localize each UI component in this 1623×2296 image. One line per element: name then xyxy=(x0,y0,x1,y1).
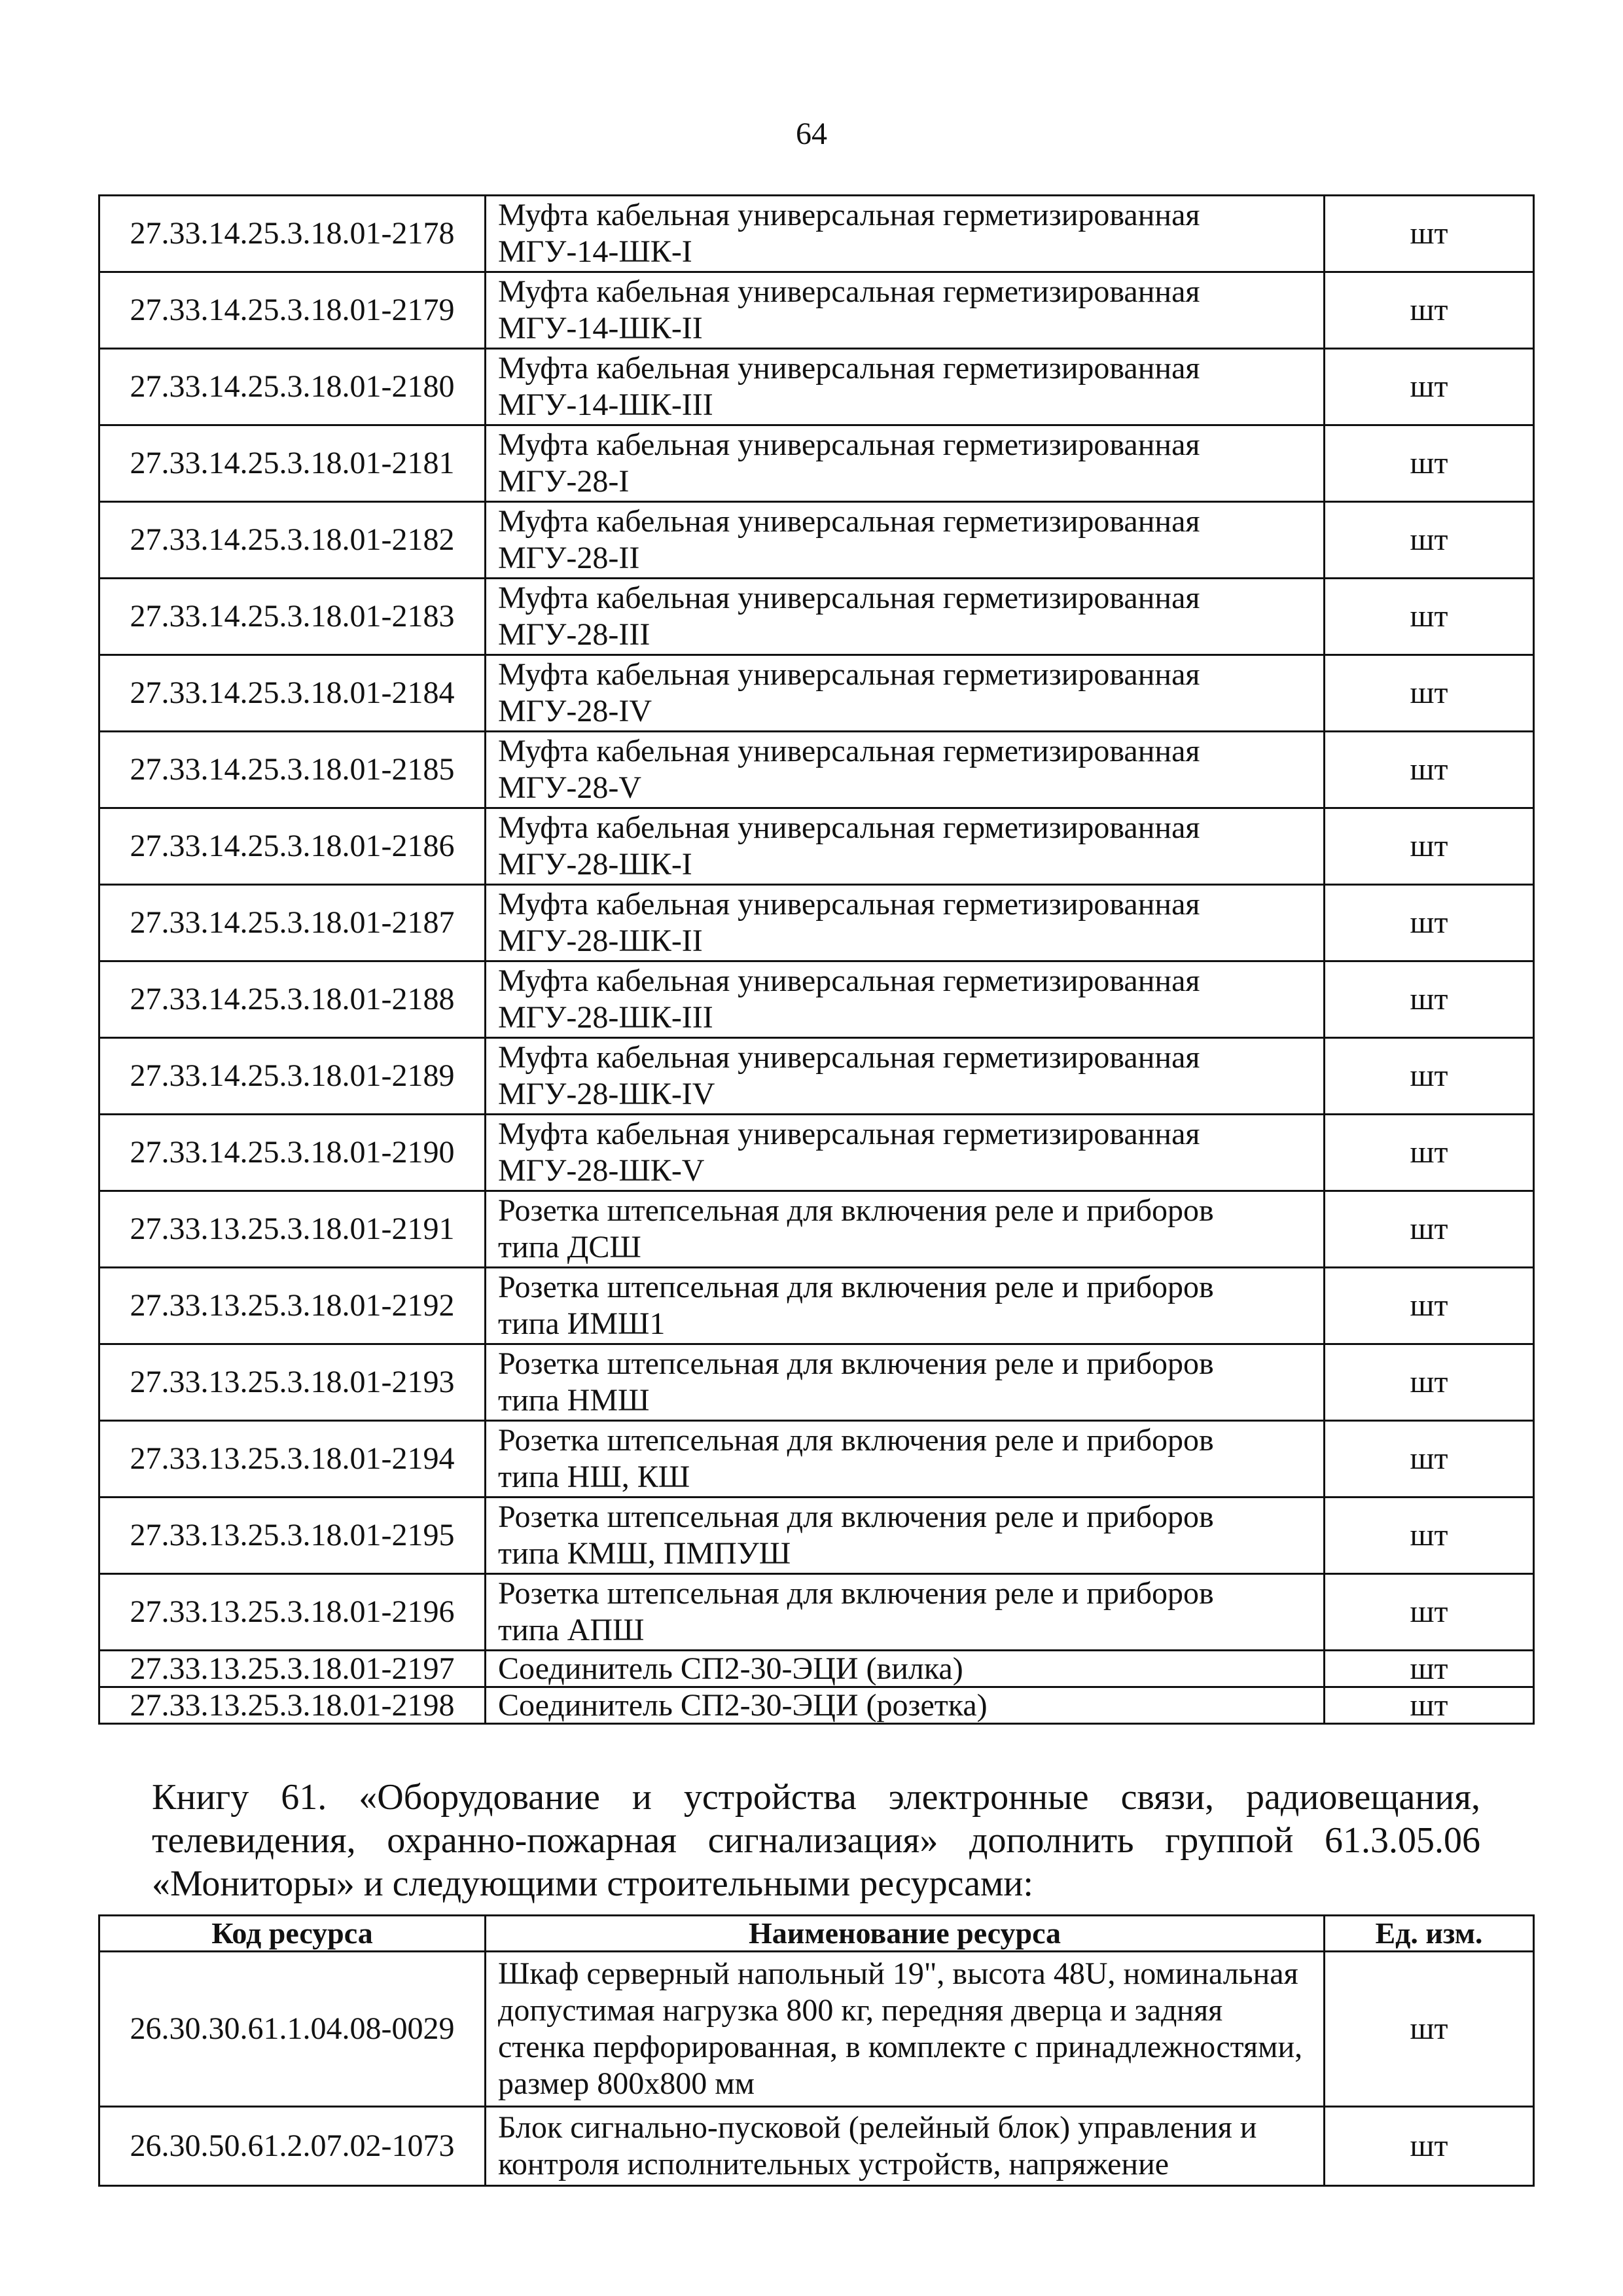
table-row xyxy=(99,885,1534,961)
resource-name-line: Розетка штепсельная для включения реле и приборов xyxy=(498,1499,1214,1534)
resource-unit: шт xyxy=(1325,961,1534,1038)
resource-code: 27.33.13.25.3.18.01-2194 xyxy=(99,1421,486,1498)
resource-name xyxy=(486,808,1325,885)
resource-code: 27.33.14.25.3.18.01-2188 xyxy=(99,961,486,1038)
table-row xyxy=(99,502,1534,579)
resource-unit: шт xyxy=(1325,1268,1534,1344)
paragraph-line: Книгу 61. «Оборудование и устройства электронные связи, радиовещания, xyxy=(152,1777,1480,1818)
resource-name-line: Муфта кабельная универсальная герметизированная xyxy=(498,427,1200,462)
resource-code: 27.33.13.25.3.18.01-2197 xyxy=(99,1651,486,1687)
resource-code: 27.33.13.25.3.18.01-2191 xyxy=(99,1191,486,1268)
resource-code: 27.33.14.25.3.18.01-2186 xyxy=(99,808,486,885)
resource-unit: шт xyxy=(1325,349,1534,425)
resource-code: 26.30.50.61.2.07.02-1073 xyxy=(99,2107,486,2186)
resource-name xyxy=(486,1268,1325,1344)
resource-name xyxy=(486,272,1325,349)
resource-name xyxy=(486,655,1325,732)
resource-name xyxy=(486,961,1325,1038)
resource-name-line: МГУ-28-I xyxy=(498,464,630,499)
resource-name-line: Муфта кабельная универсальная герметизированная xyxy=(498,504,1200,539)
resource-code: 27.33.14.25.3.18.01-2189 xyxy=(99,1038,486,1115)
resource-name-line: Муфта кабельная универсальная герметизированная xyxy=(498,734,1200,768)
book-61-addition-paragraph xyxy=(152,1776,1480,1905)
resource-name: Блок сигнально-пусковой (релейный блок) управления и контроля исполнительных устройств, напряжение xyxy=(486,2107,1325,2186)
table-row xyxy=(99,1191,1534,1268)
resource-name-line: Муфта кабельная универсальная герметизированная xyxy=(498,887,1200,922)
resource-name-line: МГУ-28-ШК-IV xyxy=(498,1077,715,1111)
resource-code: 27.33.14.25.3.18.01-2180 xyxy=(99,349,486,425)
resource-name-line: Муфта кабельная универсальная герметизированная xyxy=(498,351,1200,386)
resource-name xyxy=(486,579,1325,655)
table-row xyxy=(99,425,1534,502)
resource-name xyxy=(486,1651,1325,1687)
table-row xyxy=(99,655,1534,732)
resource-unit: шт xyxy=(1325,1344,1534,1421)
resource-name-line: Муфта кабельная универсальная герметизированная xyxy=(498,963,1200,998)
resource-code: 27.33.14.25.3.18.01-2187 xyxy=(99,885,486,961)
resource-code: 27.33.13.25.3.18.01-2192 xyxy=(99,1268,486,1344)
table-row xyxy=(99,2107,1534,2186)
resource-code: 27.33.14.25.3.18.01-2179 xyxy=(99,272,486,349)
resource-table-body xyxy=(99,196,1534,1724)
resource-code: 27.33.14.25.3.18.01-2181 xyxy=(99,425,486,502)
resource-unit: шт xyxy=(1325,1191,1534,1268)
resource-unit: шт xyxy=(1325,196,1534,272)
resource-name-line: Розетка штепсельная для включения реле и приборов xyxy=(498,1193,1214,1228)
resource-name xyxy=(486,1191,1325,1268)
resource-unit: шт xyxy=(1325,1115,1534,1191)
resource-name-line: МГУ-14-ШК-I xyxy=(498,234,692,269)
table-row xyxy=(99,579,1534,655)
resource-unit: шт xyxy=(1325,1498,1534,1574)
resource-unit: шт xyxy=(1325,732,1534,808)
resource-name xyxy=(486,1574,1325,1651)
resource-code: 27.33.13.25.3.18.01-2198 xyxy=(99,1687,486,1724)
resource-name-line: Розетка штепсельная для включения реле и приборов xyxy=(498,1576,1214,1611)
paragraph-line: «Мониторы» и следующими строительными ресурсами: xyxy=(152,1863,1033,1904)
resource-name-line: Муфта кабельная универсальная герметизированная xyxy=(498,274,1200,309)
table-header-row xyxy=(99,1916,1534,1952)
resource-name-line: Муфта кабельная универсальная герметизированная xyxy=(498,581,1200,615)
resource-name-line: МГУ-14-ШК-III xyxy=(498,387,713,422)
resource-unit: шт xyxy=(1325,1574,1534,1651)
table-row xyxy=(99,1952,1534,2107)
header-unit: Ед. изм. xyxy=(1325,1916,1534,1952)
resource-name-line: типа КМШ, ПМПУШ xyxy=(498,1536,791,1571)
resource-unit: шт xyxy=(1325,1687,1534,1724)
resource-name-line: МГУ-28-II xyxy=(498,541,640,575)
resource-code: 27.33.14.25.3.18.01-2178 xyxy=(99,196,486,272)
resource-name xyxy=(486,196,1325,272)
resource-name xyxy=(486,1687,1325,1724)
resource-code: 27.33.14.25.3.18.01-2184 xyxy=(99,655,486,732)
resource-unit: шт xyxy=(1325,1038,1534,1115)
resource-code: 27.33.13.25.3.18.01-2195 xyxy=(99,1498,486,1574)
resource-name-line: МГУ-28-V xyxy=(498,770,642,805)
table-row xyxy=(99,1421,1534,1498)
resource-code: 27.33.14.25.3.18.01-2185 xyxy=(99,732,486,808)
table-row xyxy=(99,1574,1534,1651)
resource-unit: шт xyxy=(1325,272,1534,349)
table-row xyxy=(99,349,1534,425)
table-row xyxy=(99,1687,1534,1724)
resource-name-line: Розетка штепсельная для включения реле и приборов xyxy=(498,1270,1214,1304)
resource-name xyxy=(486,1038,1325,1115)
resource-name xyxy=(486,349,1325,425)
page-number: 64 xyxy=(796,117,827,151)
resource-name xyxy=(486,502,1325,579)
resource-unit: шт xyxy=(1325,655,1534,732)
resource-unit: шт xyxy=(1325,1421,1534,1498)
table-row xyxy=(99,808,1534,885)
resource-unit: шт xyxy=(1325,885,1534,961)
resource-name-line: Розетка штепсельная для включения реле и приборов xyxy=(498,1346,1214,1381)
resource-name xyxy=(486,1115,1325,1191)
resource-name-line: типа АПШ xyxy=(498,1613,645,1647)
resource-name xyxy=(486,1498,1325,1574)
resource-code: 27.33.13.25.3.18.01-2193 xyxy=(99,1344,486,1421)
resource-name xyxy=(486,425,1325,502)
resource-code: 27.33.14.25.3.18.01-2183 xyxy=(99,579,486,655)
resource-name-line: типа НМШ xyxy=(498,1383,650,1418)
table-row xyxy=(99,196,1534,272)
resource-name-line: МГУ-28-ШК-III xyxy=(498,1000,713,1035)
resource-name-line: МГУ-28-IV xyxy=(498,694,652,728)
resource-name-line: МГУ-28-ШК-V xyxy=(498,1153,705,1188)
resource-unit: шт xyxy=(1325,502,1534,579)
resource-unit: шт xyxy=(1325,2107,1534,2186)
resource-name-line: Муфта кабельная универсальная герметизированная xyxy=(498,1040,1200,1075)
table-row xyxy=(99,961,1534,1038)
resource-unit: шт xyxy=(1325,808,1534,885)
resource-name-line: МГУ-28-ШК-I xyxy=(498,847,692,882)
resource-name-line: типа НШ, КШ xyxy=(498,1460,690,1494)
resource-name xyxy=(486,1344,1325,1421)
resource-name-line: Муфта кабельная универсальная герметизированная xyxy=(498,1117,1200,1151)
resource-name xyxy=(486,885,1325,961)
table-row xyxy=(99,272,1534,349)
resource-code: 27.33.14.25.3.18.01-2190 xyxy=(99,1115,486,1191)
table-row xyxy=(99,732,1534,808)
header-resource-code: Код ресурса xyxy=(99,1916,486,1952)
resource-name-line: Муфта кабельная универсальная герметизированная xyxy=(498,810,1200,845)
table-row xyxy=(99,1268,1534,1344)
resource-name xyxy=(486,732,1325,808)
resource-name-line: Соединитель СП2-30-ЭЦИ (вилка) xyxy=(498,1651,963,1686)
resource-unit: шт xyxy=(1325,1651,1534,1687)
resource-code: 27.33.14.25.3.18.01-2182 xyxy=(99,502,486,579)
resource-name-line: типа ИМШ1 xyxy=(498,1306,666,1341)
header-resource-name: Наименование ресурса xyxy=(486,1916,1325,1952)
resource-unit: шт xyxy=(1325,1952,1534,2107)
resource-name-line: Розетка штепсельная для включения реле и приборов xyxy=(498,1423,1214,1458)
resource-name-line: типа ДСШ xyxy=(498,1230,641,1265)
table-row xyxy=(99,1038,1534,1115)
resource-name-line: МГУ-28-III xyxy=(498,617,651,652)
resource-name-line: Соединитель СП2-30-ЭЦИ (розетка) xyxy=(498,1687,988,1723)
table-row xyxy=(99,1498,1534,1574)
resource-name-line: МГУ-14-ШК-II xyxy=(498,311,703,346)
resource-name-line: Муфта кабельная универсальная герметизированная xyxy=(498,198,1200,232)
resource-name-line: Муфта кабельная универсальная герметизированная xyxy=(498,657,1200,692)
resource-name: Шкаф серверный напольный 19", высота 48U, номинальная допустимая нагрузка 800 кг, передняя дверца и задняя стенка перфорированная, в комплекте с принадлежностями, размер 800х800 мм xyxy=(486,1952,1325,2107)
resource-unit: шт xyxy=(1325,579,1534,655)
resource-name-line: МГУ-28-ШК-II xyxy=(498,924,703,958)
resource-code: 26.30.30.61.1.04.08-0029 xyxy=(99,1952,486,2107)
new-resources-table xyxy=(98,1914,1535,2187)
paragraph-line: телевидения, охранно-пожарная сигнализация» дополнить группой 61.3.05.06 xyxy=(152,1820,1480,1861)
table-row xyxy=(99,1651,1534,1687)
table-row xyxy=(99,1115,1534,1191)
resource-unit: шт xyxy=(1325,425,1534,502)
resource-name xyxy=(486,1421,1325,1498)
table-row xyxy=(99,1344,1534,1421)
resource-code: 27.33.13.25.3.18.01-2196 xyxy=(99,1574,486,1651)
resource-table-continued xyxy=(98,194,1535,1725)
